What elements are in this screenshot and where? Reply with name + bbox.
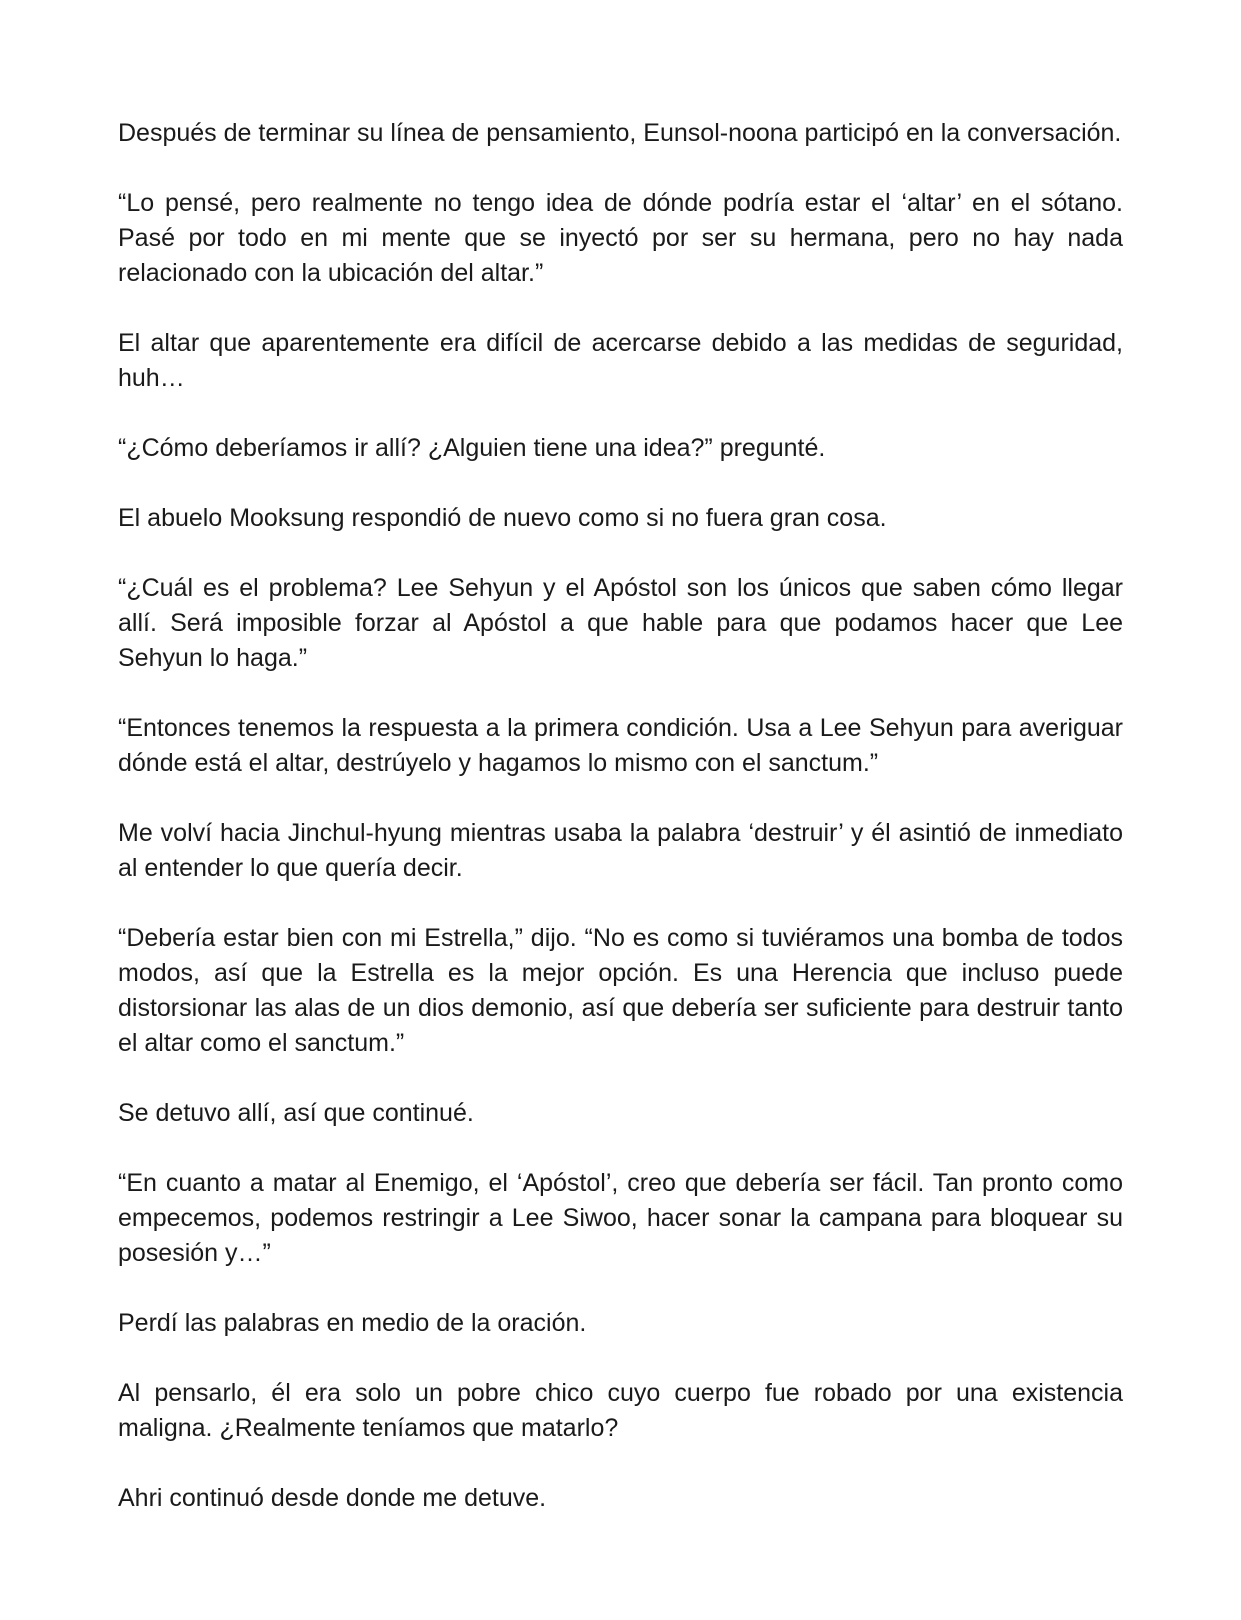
paragraph-10: Se detuvo allí, así que continué. [118,1099,474,1127]
paragraph-8: Me volví hacia Jinchul-hyung mientras usaba la palabra ‘destruir’ y él asintió de inmediato al entender lo que quería decir. [118,819,1123,882]
paragraph-5: El abuelo Mooksung respondió de nuevo como si no fuera gran cosa. [118,504,887,532]
paragraph-6: “¿Cuál es el problema? Lee Sehyun y el Apóstol son los únicos que saben cómo llegar allí. Será imposible forzar al Apóstol a que hable para que podamos hacer que Lee Sehyun lo haga.” [118,574,1123,672]
paragraph-3: El altar que aparentemente era difícil de acercarse debido a las medidas de seguridad, huh… [118,329,1123,392]
body-text [118,116,1123,1551]
paragraph-14: Ahri continuó desde donde me detuve. [118,1484,547,1512]
paragraph-2: “Lo pensé, pero realmente no tengo idea de dónde podría estar el ‘altar’ en el sótano. Pasé por todo en mi mente que se inyectó por ser su hermana, pero no hay nada relacionado con la ubicación del altar.” [118,189,1123,287]
paragraph-1: Después de terminar su línea de pensamiento, Eunsol-noona participó en la conversación. [118,119,1122,147]
paragraph-4: “¿Cómo deberíamos ir allí? ¿Alguien tiene una idea?” pregunté. [118,434,826,462]
paragraph-7: “Entonces tenemos la respuesta a la primera condición. Usa a Lee Sehyun para averiguar dónde está el altar, destrúyelo y hagamos lo mismo con el sanctum.” [118,714,1123,777]
paragraph-13: Al pensarlo, él era solo un pobre chico cuyo cuerpo fue robado por una existencia maligna. ¿Realmente teníamos que matarlo? [118,1379,1123,1442]
paragraph-11: “En cuanto a matar al Enemigo, el ‘Apóstol’, creo que debería ser fácil. Tan pronto como empecemos, podemos restringir a Lee Siwoo, hacer sonar la campana para bloquear su posesión y…” [118,1169,1123,1267]
paragraph-12: Perdí las palabras en medio de la oración. [118,1309,587,1337]
paragraph-9: “Debería estar bien con mi Estrella,” dijo. “No es como si tuviéramos una bomba de todos modos, así que la Estrella es la mejor opción. Es una Herencia que incluso puede distorsionar las alas de un dios demonio, así que debería ser suficiente para destruir tanto el altar como el sanctum.” [118,924,1123,1057]
